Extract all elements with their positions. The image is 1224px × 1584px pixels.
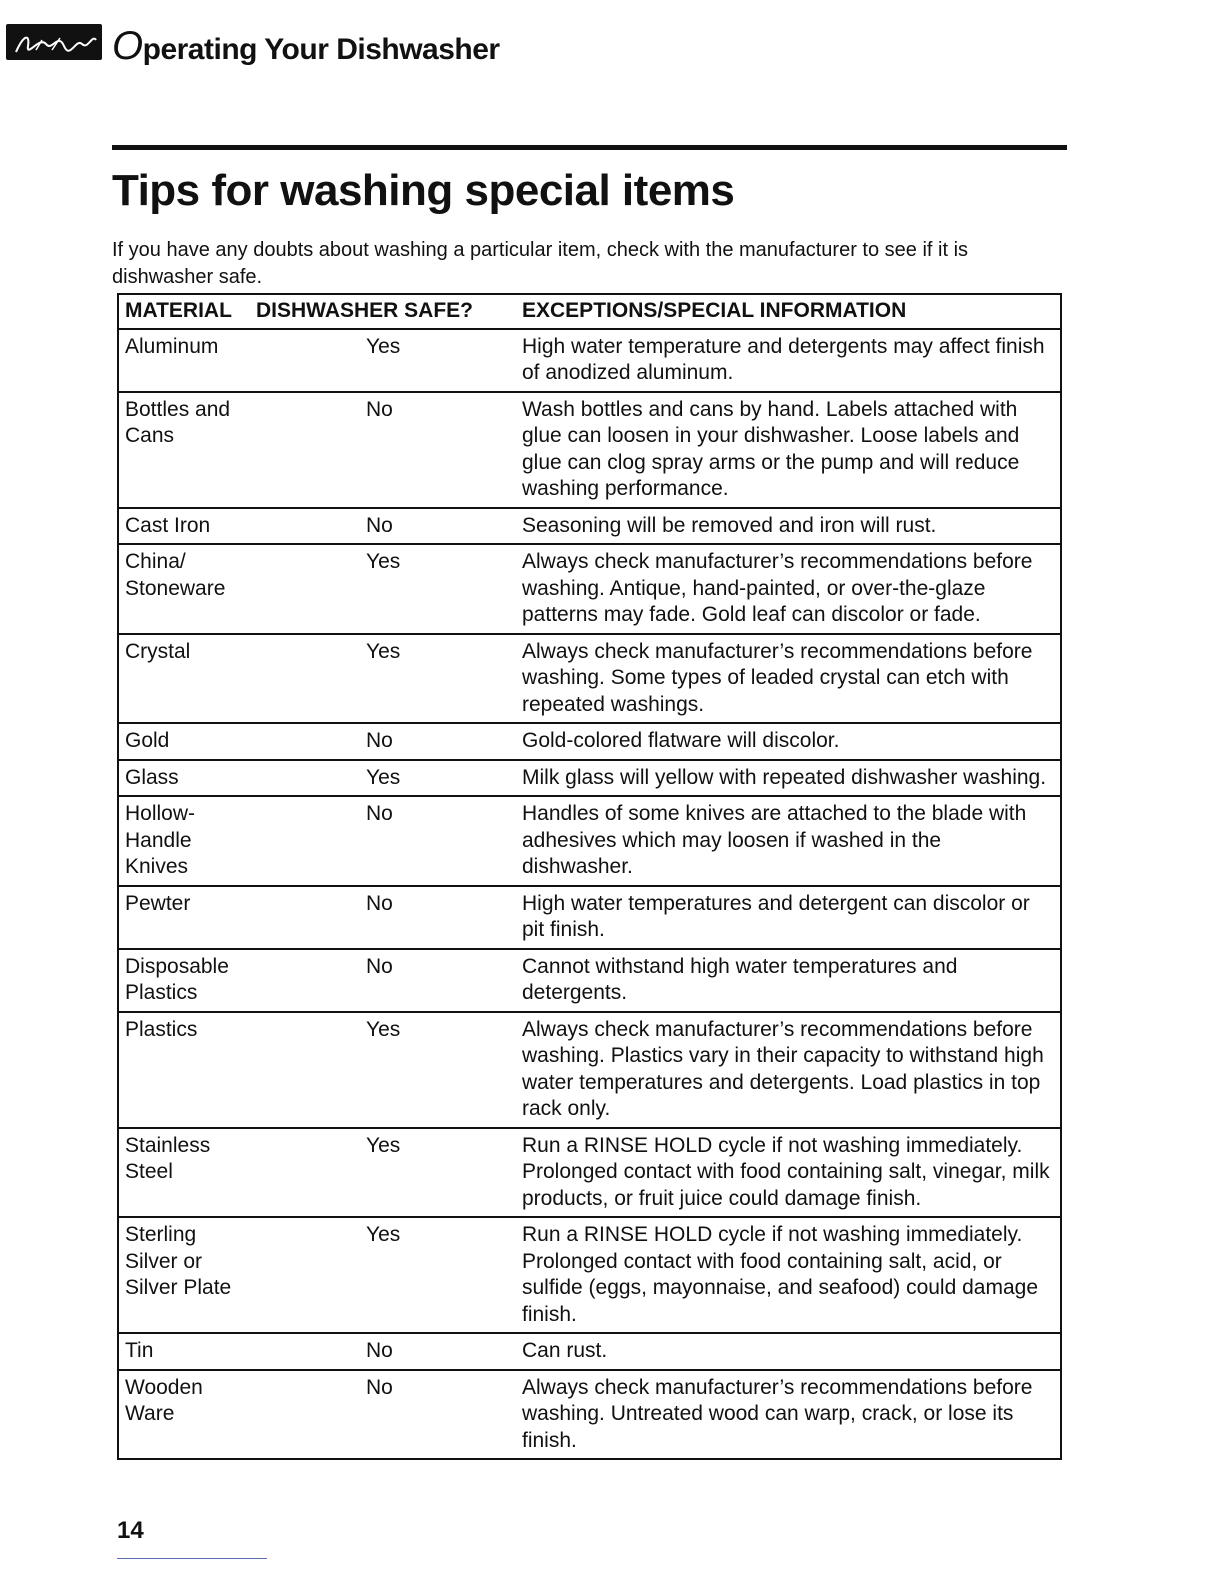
table-row xyxy=(118,392,1061,508)
material-cell: Tin xyxy=(118,1333,250,1370)
exceptions-cell: High water temperatures and detergent can discolor or pit finish. xyxy=(516,886,1061,949)
table-row xyxy=(118,1370,1061,1460)
material-cell: Hollow- Handle Knives xyxy=(118,796,250,886)
table-row xyxy=(118,544,1061,634)
table-row xyxy=(118,1012,1061,1128)
material-cell: Gold xyxy=(118,723,250,760)
footer-line xyxy=(117,1558,267,1559)
material-cell: Bottles and Cans xyxy=(118,392,250,508)
table-row xyxy=(118,796,1061,886)
table-row xyxy=(118,634,1061,724)
dishwasher-safe-cell: No xyxy=(250,508,516,545)
tips-table xyxy=(117,293,1062,1460)
table-row xyxy=(118,886,1061,949)
column-header-exceptions: EXCEPTIONS/SPECIAL INFORMATION xyxy=(516,294,1061,329)
column-header-dishwasher-safe: DISHWASHER SAFE? xyxy=(250,294,516,329)
exceptions-cell: Can rust. xyxy=(516,1333,1061,1370)
table-row xyxy=(118,1217,1061,1333)
exceptions-cell: Milk glass will yellow with repeated dishwasher washing. xyxy=(516,760,1061,797)
exceptions-cell: Always check manufacturer’s recommendations before washing. Antique, hand-painted, or over-the-glaze patterns may fade. Gold leaf can discolor or fade. xyxy=(516,544,1061,634)
table-row xyxy=(118,329,1061,392)
exceptions-cell: Run a RINSE HOLD cycle if not washing immediately. Prolonged contact with food containing salt, vinegar, milk products, or fruit juice could damage finish. xyxy=(516,1128,1061,1218)
exceptions-cell: Handles of some knives are attached to the blade with adhesives which may loosen if washed in the dishwasher. xyxy=(516,796,1061,886)
material-cell: Cast Iron xyxy=(118,508,250,545)
table-row xyxy=(118,723,1061,760)
dishwasher-safe-cell: No xyxy=(250,1370,516,1460)
dishwasher-safe-cell: No xyxy=(250,886,516,949)
dishwasher-safe-cell: No xyxy=(250,1333,516,1370)
material-cell: Crystal xyxy=(118,634,250,724)
material-cell: China/ Stoneware xyxy=(118,544,250,634)
material-cell: Pewter xyxy=(118,886,250,949)
dishwasher-safe-cell: Yes xyxy=(250,329,516,392)
exceptions-cell: Gold-colored flatware will discolor. xyxy=(516,723,1061,760)
cursive-brand-logo-icon xyxy=(6,24,102,60)
intro-paragraph: If you have any doubts about washing a particular item, check with the manufacturer to see if it is dishwasher safe. xyxy=(112,239,969,288)
exceptions-cell: Always check manufacturer’s recommendations before washing. Some types of leaded crystal can etch with repeated washings. xyxy=(516,634,1061,724)
dishwasher-safe-cell: Yes xyxy=(250,1012,516,1128)
table-header-row xyxy=(118,294,1061,329)
dishwasher-safe-cell: Yes xyxy=(250,1128,516,1218)
material-cell: Aluminum xyxy=(118,329,250,392)
page-number: 14 xyxy=(117,1517,144,1544)
exceptions-cell: Wash bottles and cans by hand. Labels attached with glue can loosen in your dishwasher. Loose labels and glue can clog spray arms or the pump and will reduce washing performance. xyxy=(516,392,1061,508)
column-header-material: MATERIAL xyxy=(118,294,250,329)
tips-table-body xyxy=(118,329,1061,1460)
table-row xyxy=(118,1128,1061,1218)
exceptions-cell: High water temperature and detergents may affect finish of anodized aluminum. xyxy=(516,329,1061,392)
table-row xyxy=(118,949,1061,1012)
header-title-text: perating Your Dishwasher xyxy=(142,33,500,66)
header-divider xyxy=(112,145,1067,150)
material-cell: Stainless Steel xyxy=(118,1128,250,1218)
material-cell: Glass xyxy=(118,760,250,797)
table-row xyxy=(118,508,1061,545)
page-title: Tips for washing special items xyxy=(112,166,735,215)
material-cell: Wooden Ware xyxy=(118,1370,250,1460)
dishwasher-safe-cell: Yes xyxy=(250,544,516,634)
header-title xyxy=(112,24,500,69)
dishwasher-safe-cell: Yes xyxy=(250,760,516,797)
dishwasher-safe-cell: No xyxy=(250,949,516,1012)
material-cell: Plastics xyxy=(118,1012,250,1128)
exceptions-cell: Always check manufacturer’s recommendations before washing. Plastics vary in their capacity to withstand high water temperatures and detergents. Load plastics in top rack only. xyxy=(516,1012,1061,1128)
dishwasher-safe-cell: No xyxy=(250,796,516,886)
dishwasher-safe-cell: Yes xyxy=(250,1217,516,1333)
exceptions-cell: Cannot withstand high water temperatures and detergents. xyxy=(516,949,1061,1012)
material-cell: Disposable Plastics xyxy=(118,949,250,1012)
table-row xyxy=(118,1333,1061,1370)
table-row xyxy=(118,760,1061,797)
dishwasher-safe-cell: Yes xyxy=(250,634,516,724)
exceptions-cell: Seasoning will be removed and iron will rust. xyxy=(516,508,1061,545)
material-cell: Sterling Silver or Silver Plate xyxy=(118,1217,250,1333)
exceptions-cell: Run a RINSE HOLD cycle if not washing immediately. Prolonged contact with food containing salt, acid, or sulfide (eggs, mayonnaise, and seafood) could damage finish. xyxy=(516,1217,1061,1333)
dishwasher-safe-cell: No xyxy=(250,723,516,760)
dishwasher-safe-cell: No xyxy=(250,392,516,508)
exceptions-cell: Always check manufacturer’s recommendations before washing. Untreated wood can warp, crack, or lose its finish. xyxy=(516,1370,1061,1460)
header-title-initial: O xyxy=(112,24,143,68)
